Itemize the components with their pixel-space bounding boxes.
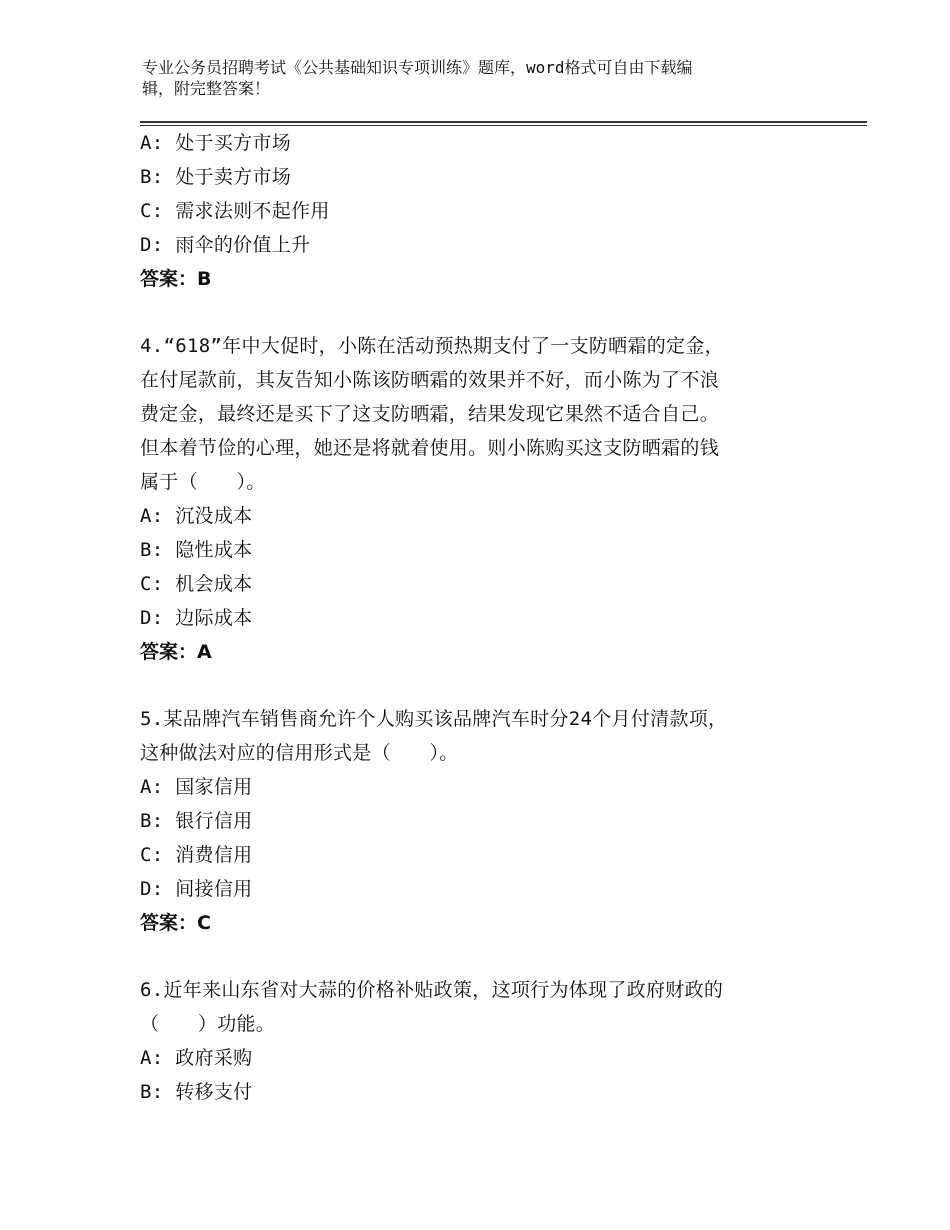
option-a: A: 政府采购 xyxy=(140,1047,253,1069)
answer-label: 答案：C xyxy=(140,912,211,934)
header-rule-thick xyxy=(140,121,867,123)
option-b: B: 处于卖方市场 xyxy=(140,166,292,188)
option-a: A: 沉没成本 xyxy=(140,505,253,527)
answer-label: 答案：B xyxy=(140,268,212,290)
header-line-2: 辑，附完整答案！ xyxy=(142,79,271,98)
option-d: D: 间接信用 xyxy=(140,878,253,900)
question-6 xyxy=(140,973,820,1109)
question-text-line: 4.“618”年中大促时，小陈在活动预热期支付了一支防晒霜的定金， xyxy=(140,335,724,357)
question-text-line: 6.近年来山东省对大蒜的价格补贴政策，这项行为体现了政府财政的 xyxy=(140,979,724,1001)
question-text-line: 这种做法对应的信用形式是（ ）。 xyxy=(140,742,459,764)
option-d: D: 边际成本 xyxy=(140,607,253,629)
option-c: C: 需求法则不起作用 xyxy=(140,200,330,222)
question-text-line: 在付尾款前，其友告知小陈该防晒霜的效果并不好，而小陈为了不浪 xyxy=(140,369,720,391)
question-text-line: （ ）功能。 xyxy=(140,1013,276,1035)
header-line-1: 专业公务员招聘考试《公共基础知识专项训练》题库，word格式可自由下载编 xyxy=(142,58,693,77)
document-header xyxy=(142,57,802,99)
option-b: B: 隐性成本 xyxy=(140,539,253,561)
option-c: C: 消费信用 xyxy=(140,844,253,866)
option-b: B: 转移支付 xyxy=(140,1081,253,1103)
question-text-line: 但本着节俭的心理，她还是将就着使用。则小陈购买这支防晒霜的钱 xyxy=(140,437,720,459)
question-text-line: 属于（ ）。 xyxy=(140,471,266,493)
question-text-line: 费定金，最终还是买下了这支防晒霜，结果发现它果然不适合自己。 xyxy=(140,403,720,425)
option-a: A: 处于买方市场 xyxy=(140,132,292,154)
answer-label: 答案：A xyxy=(140,641,212,663)
option-d: D: 雨伞的价值上升 xyxy=(140,234,311,256)
question-text-line: 5.某品牌汽车销售商允许个人购买该品牌汽车时分24个月付清款项， xyxy=(140,708,728,730)
question-4 xyxy=(140,329,820,669)
option-a: A: 国家信用 xyxy=(140,776,253,798)
question-3 xyxy=(140,126,820,296)
option-c: C: 机会成本 xyxy=(140,573,253,595)
option-b: B: 银行信用 xyxy=(140,810,253,832)
question-5 xyxy=(140,702,820,940)
question-content xyxy=(140,126,820,1109)
